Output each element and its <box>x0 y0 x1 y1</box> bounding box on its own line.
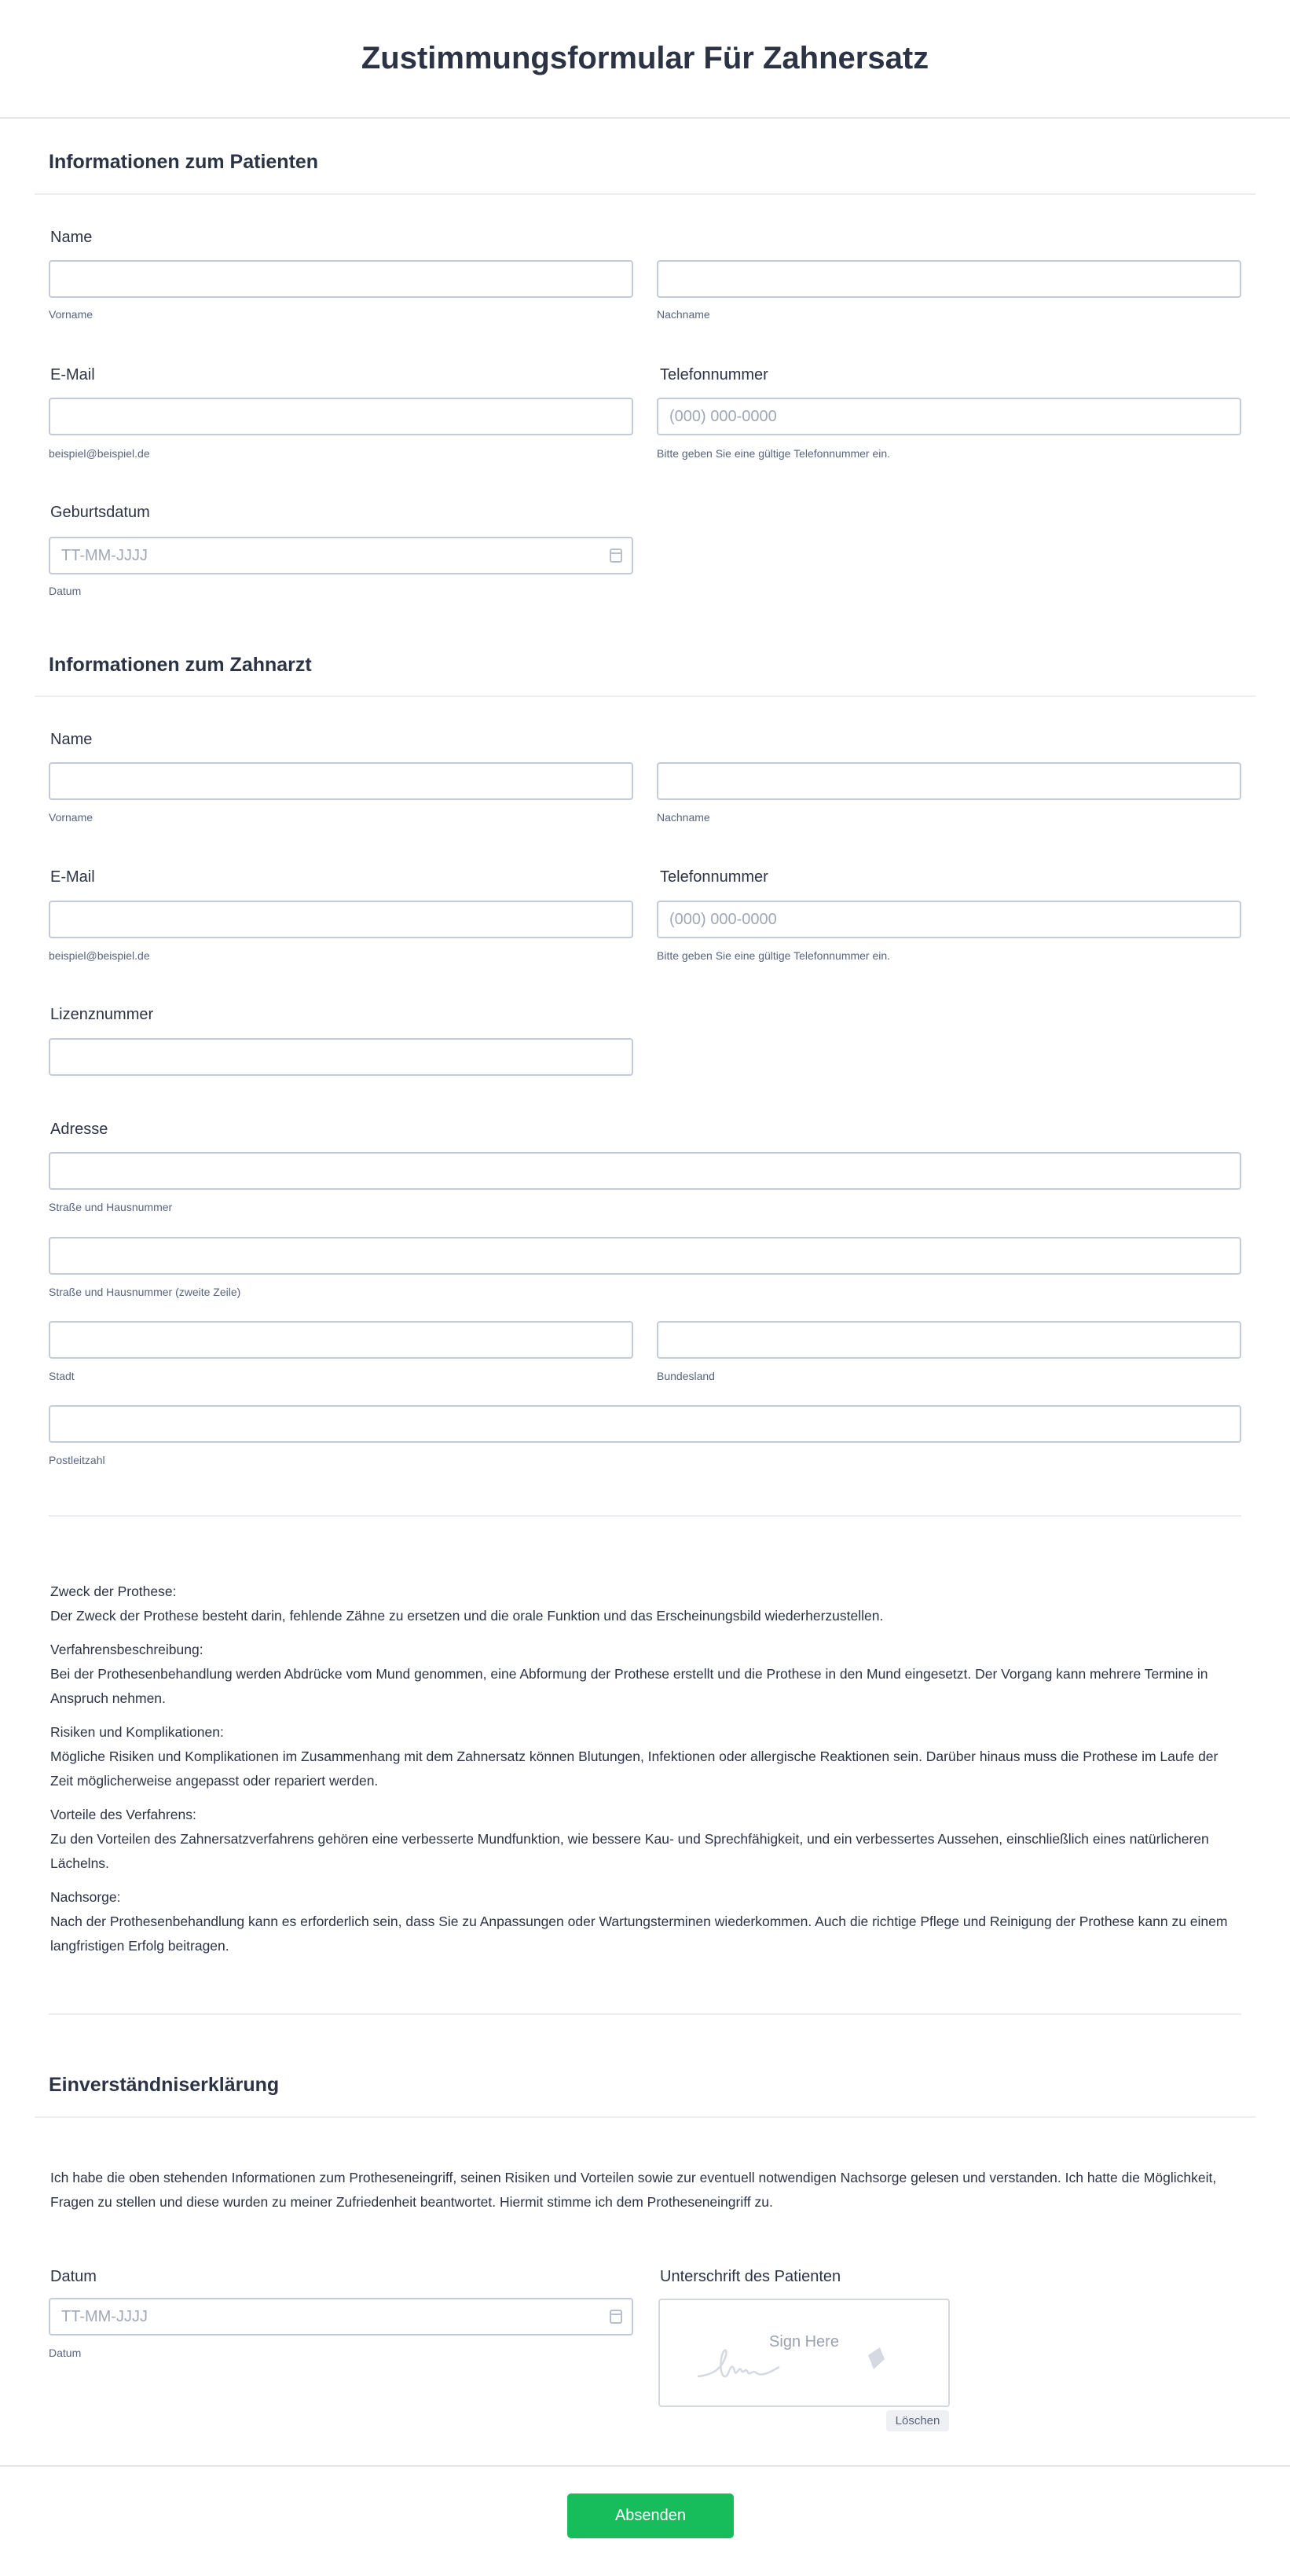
signature-pen-icon <box>691 2332 919 2394</box>
footer-divider <box>0 2465 1290 2467</box>
street-sublabel: Straße und Hausnummer <box>49 1201 173 1213</box>
email-sublabel: beispiel@beispiel.de <box>49 447 150 460</box>
section-divider <box>35 695 1255 697</box>
section-title-patient: Informationen zum Patienten <box>49 151 319 173</box>
consent-text: Ich habe die oben stehenden Informationen zum Protheseneingriff, seinen Risiken und Vorteilen sowie zur eventuell notwendigen Nachsorge gelesen und verstanden. Ich hatte die Möglichkeit, Fragen zu stellen und diese wurden zu meiner Zufriedenheit beantwortet. Hiermit stimme ich dem Protheseneingriff zu. <box>50 2170 1217 2210</box>
state-sublabel: Bundesland <box>657 1370 715 1382</box>
info-heading: Risiken und Komplikationen: <box>50 1724 224 1740</box>
form-header <box>0 0 1290 119</box>
consent-date-input[interactable] <box>49 2298 633 2336</box>
divider <box>49 2013 1241 2015</box>
license-input[interactable] <box>49 1038 633 1076</box>
patient-name-label: Name <box>50 229 93 246</box>
dentist-phone-label: Telefonnummer <box>660 868 768 886</box>
dob-sublabel: Datum <box>49 585 82 597</box>
info-block <box>50 1885 1244 1958</box>
address-label: Adresse <box>50 1121 108 1138</box>
section-title-consent: Einverständniserklärung <box>49 2074 280 2096</box>
patient-first-name-input[interactable] <box>49 260 633 298</box>
signature-label: Unterschrift des Patienten <box>660 2268 841 2285</box>
city-sublabel: Stadt <box>49 1370 75 1382</box>
dentist-name-label: Name <box>50 731 93 748</box>
dob-placeholder: TT-MM-JJJJ <box>61 546 148 564</box>
info-body: Bei der Prothesenbehandlung werden Abdrücke vom Mund genommen, eine Abformung der Prothese erstellt und die Prothese in den Mund eingesetzt. Der Vorgang kann mehrere Termine in Anspruch nehmen. <box>50 1666 1208 1706</box>
info-heading: Nachsorge: <box>50 1889 121 1905</box>
info-body: Der Zweck der Prothese besteht darin, fehlende Zähne zu ersetzen und die orale Funktion und das Erscheinungsbild wiederherzustellen. <box>50 1608 884 1624</box>
city-input[interactable] <box>49 1321 633 1359</box>
date-placeholder: TT-MM-JJJJ <box>61 2307 148 2325</box>
section-divider <box>35 193 1255 195</box>
phone-placeholder: (000) 000-0000 <box>669 910 777 928</box>
section-title-dentist: Informationen zum Zahnarzt <box>49 654 312 676</box>
dentist-first-name-input[interactable] <box>49 762 633 800</box>
state-input[interactable] <box>657 1321 1241 1359</box>
info-block <box>50 1803 1244 1876</box>
divider <box>49 1515 1241 1517</box>
zip-sublabel: Postleitzahl <box>49 1454 105 1466</box>
last-name-sublabel: Nachname <box>657 308 710 321</box>
calendar-icon[interactable] <box>610 2310 622 2324</box>
patient-phone-input[interactable] <box>657 398 1241 435</box>
info-body: Nach der Prothesenbehandlung kann es erforderlich sein, dass Sie zu Anpassungen oder Wartungsterminen wiederkommen. Auch die richtige Pflege und Reinigung der Prothese kann zu einem langfristigen Erfolg beitragen. <box>50 1914 1228 1954</box>
street2-input[interactable] <box>49 1237 1241 1275</box>
patient-email-input[interactable] <box>49 398 633 435</box>
date-sublabel: Datum <box>49 2347 82 2359</box>
zip-input[interactable] <box>49 1405 1241 1443</box>
form-title: Zustimmungsformular Für Zahnersatz <box>361 41 929 75</box>
patient-last-name-input[interactable] <box>657 260 1241 298</box>
first-name-sublabel: Vorname <box>49 308 93 321</box>
phone-placeholder: (000) 000-0000 <box>669 407 777 425</box>
calendar-icon[interactable] <box>610 549 622 563</box>
dentist-phone-input[interactable] <box>657 901 1241 938</box>
info-body: Zu den Vorteilen des Zahnersatzverfahrens gehören eine verbesserte Mundfunktion, wie bessere Kau- und Sprechfähigkeit, und ein verbessertes Aussehen, einschließlich eines natürlicheren Lächelns. <box>50 1831 1209 1871</box>
dob-input[interactable] <box>49 537 633 574</box>
first-name-sublabel: Vorname <box>49 811 93 824</box>
dentist-email-label: E-Mail <box>50 868 95 886</box>
info-heading: Verfahrensbeschreibung: <box>50 1642 203 1657</box>
signature-placeholder: Sign Here <box>769 2333 839 2350</box>
phone-sublabel: Bitte geben Sie eine gültige Telefonnummer ein. <box>657 949 891 962</box>
street-input[interactable] <box>49 1152 1241 1190</box>
info-heading: Vorteile des Verfahrens: <box>50 1807 196 1822</box>
license-label: Lizenznummer <box>50 1006 154 1023</box>
email-sublabel: beispiel@beispiel.de <box>49 949 150 962</box>
consent-date-label: Datum <box>50 2268 97 2285</box>
info-block <box>50 1580 1244 1628</box>
phone-sublabel: Bitte geben Sie eine gültige Telefonnummer ein. <box>657 447 891 460</box>
street2-sublabel: Straße und Hausnummer (zweite Zeile) <box>49 1286 241 1298</box>
info-heading: Zweck der Prothese: <box>50 1583 177 1599</box>
procedure-info <box>50 1580 1244 1968</box>
section-divider <box>35 2116 1255 2118</box>
submit-button[interactable]: Absenden <box>567 2493 734 2538</box>
dentist-email-input[interactable] <box>49 901 633 938</box>
clear-signature-button[interactable]: Löschen <box>886 2410 949 2431</box>
patient-phone-label: Telefonnummer <box>660 366 768 383</box>
signature-pad[interactable] <box>658 2299 950 2407</box>
patient-email-label: E-Mail <box>50 366 95 383</box>
info-block <box>50 1720 1244 1793</box>
dob-label: Geburtsdatum <box>50 504 150 521</box>
dentist-last-name-input[interactable] <box>657 762 1241 800</box>
info-body: Mögliche Risiken und Komplikationen im Zusammenhang mit dem Zahnersatz können Blutungen, Infektionen oder allergische Reaktionen sein. Darüber hinaus muss die Prothese im Laufe der Zeit möglicherweise angepasst oder repariert werden. <box>50 1749 1219 1789</box>
last-name-sublabel: Nachname <box>657 811 710 824</box>
info-block <box>50 1638 1244 1711</box>
